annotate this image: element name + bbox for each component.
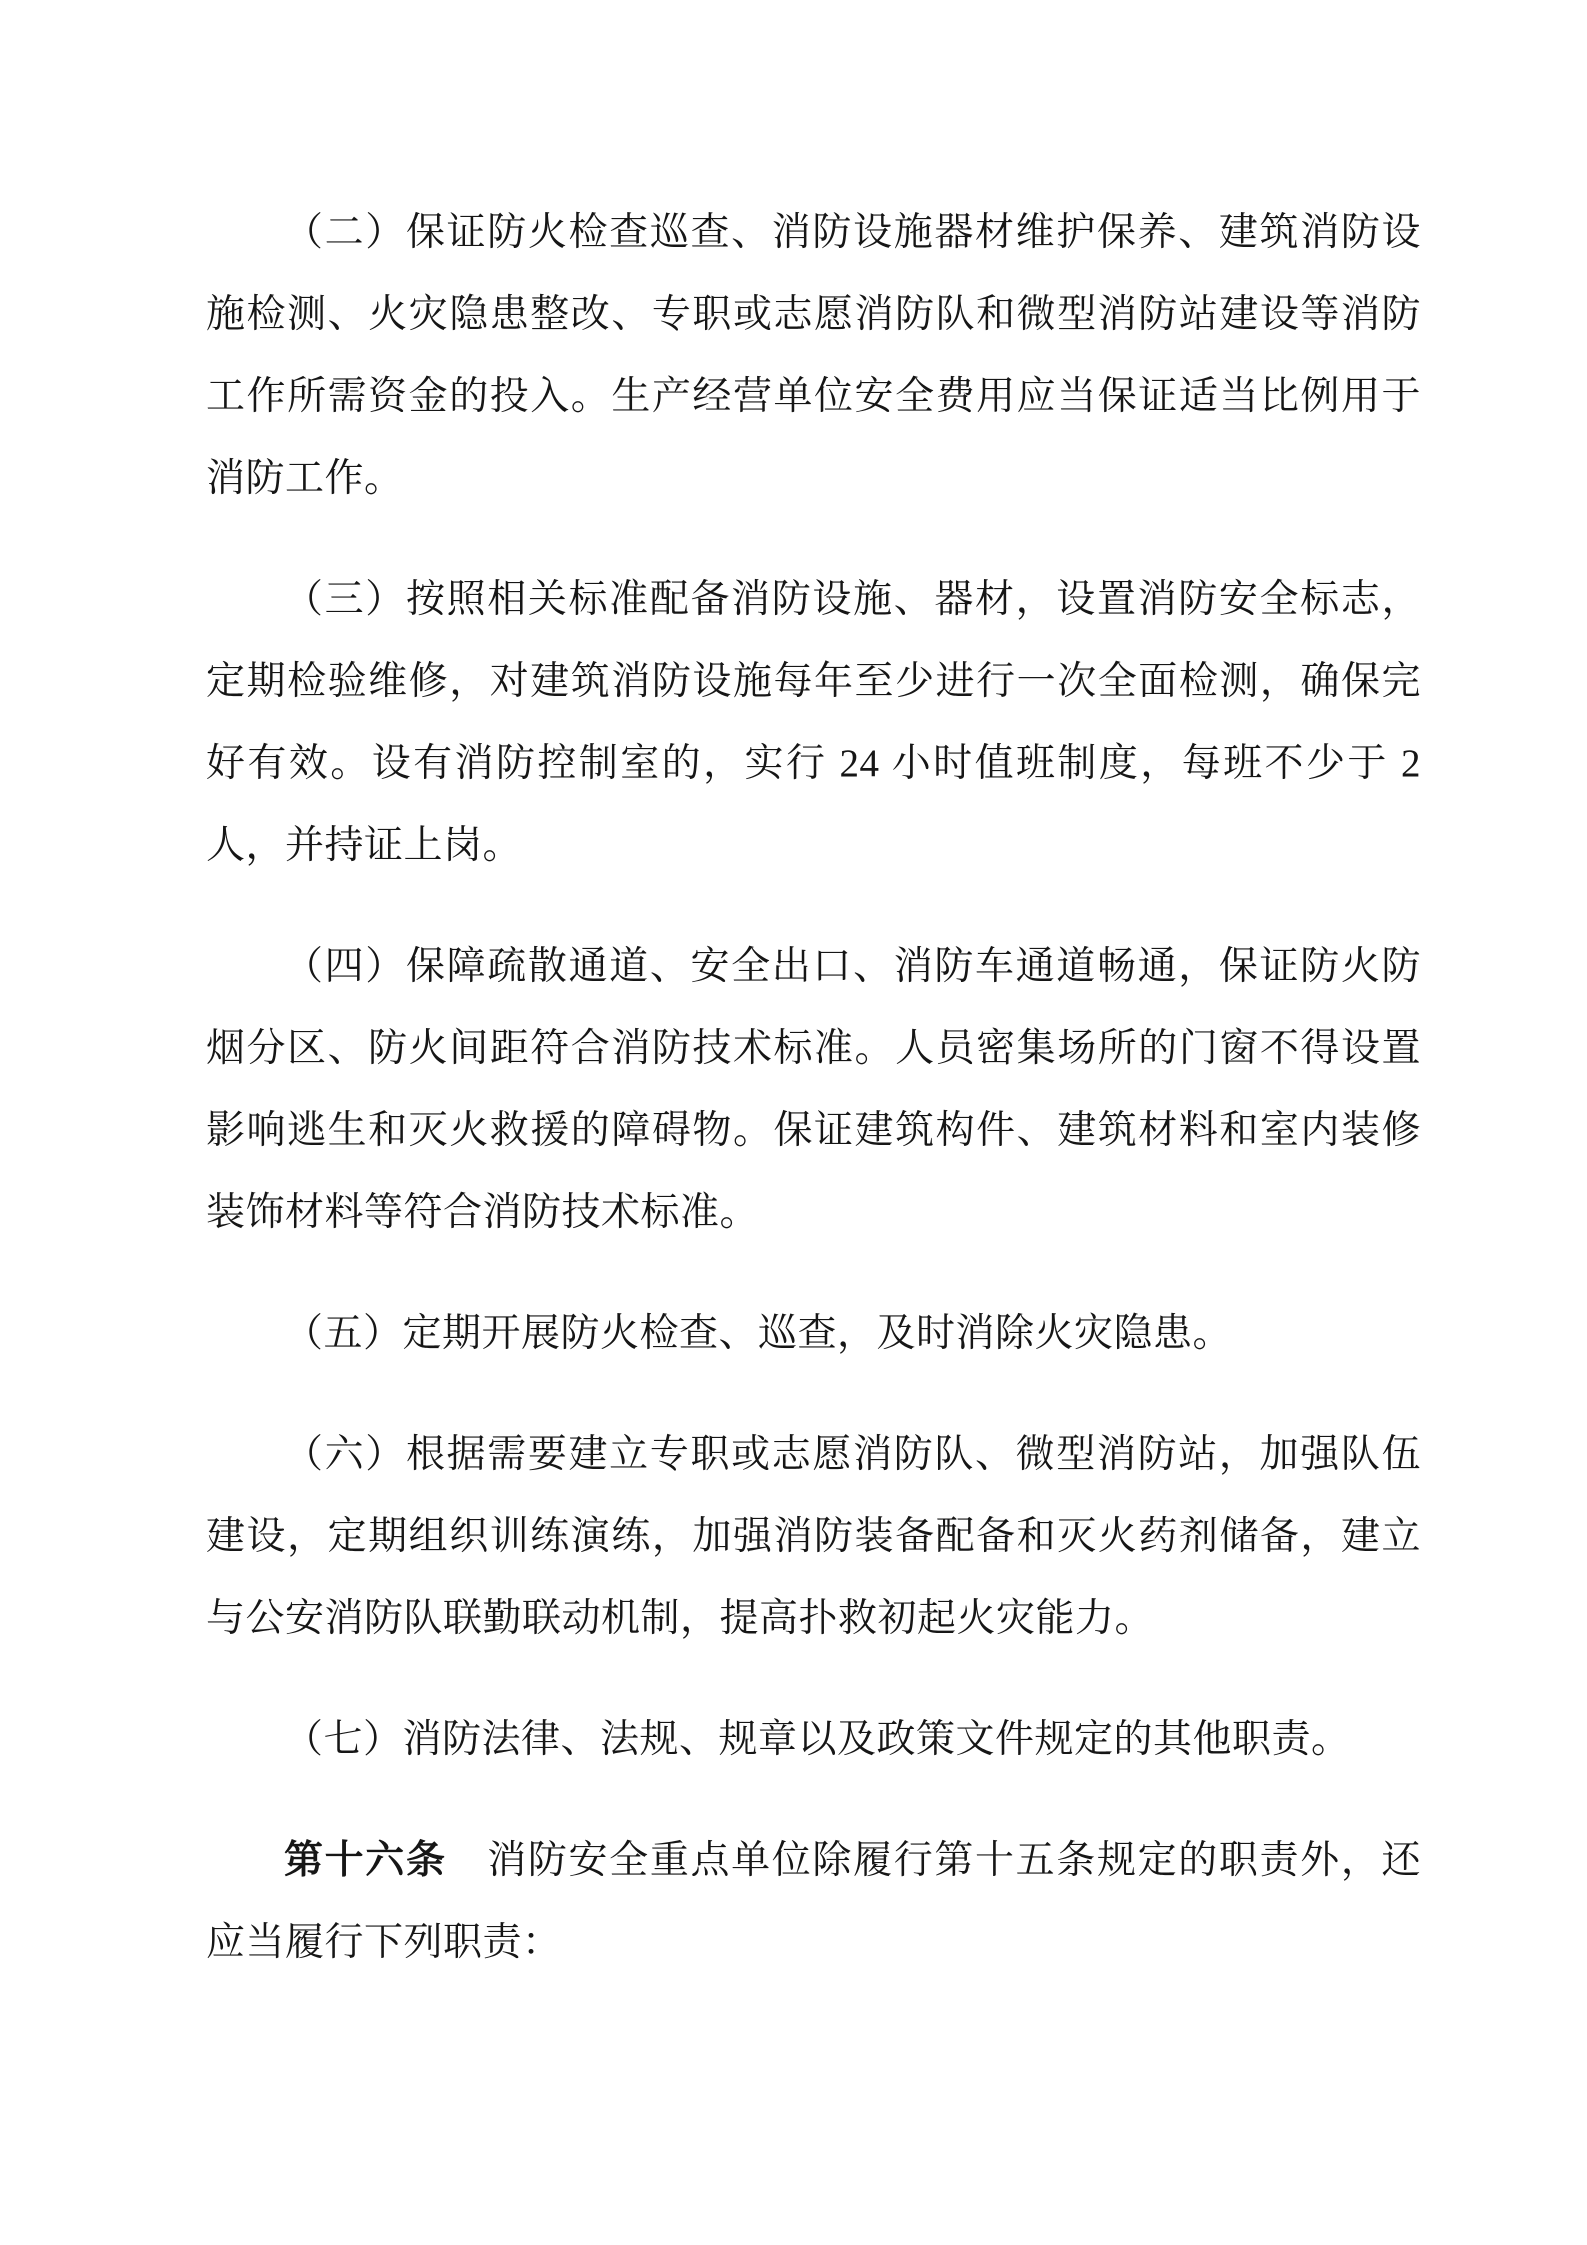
clause-4-paragraph: （四）保障疏散通道、安全出口、消防车通道畅通，保证防火防烟分区、防火间距符合消防技术标准。人员密集场所的门窗不得设置影响逃生和灭火救援的障碍物。保证建筑构件、建筑材料和室内装修装饰材料等符合消防技术标准。 — [206, 945, 1421, 1234]
clause-6-paragraph: （六）根据需要建立专职或志愿消防队、微型消防站，加强队伍建设，定期组织训练演练，加强消防装备配备和灭火药剂储备，建立与公安消防队联勤联动机制，提高扑救初起火灾能力。 — [206, 1433, 1421, 1640]
document-body — [206, 192, 1421, 1984]
clause-7-paragraph: （七）消防法律、法规、规章以及政策文件规定的其他职责。 — [284, 1718, 1351, 1761]
clause-3-paragraph: （三）按照相关标准配备消防设施、器材，设置消防安全标志，定期检验维修，对建筑消防设施每年至少进行一次全面检测，确保完好有效。设有消防控制室的，实行 24 小时值班制度，每班不少于 2 人，并持证上岗。 — [206, 578, 1421, 867]
article-16-text: 消防安全重点单位除履行第十五条规定的职责外，还应当履行下列职责： — [206, 1839, 1421, 1964]
clause-2-paragraph: （二）保证防火检查巡查、消防设施器材维护保养、建筑消防设施检测、火灾隐患整改、专职或志愿消防队和微型消防站建设等消防工作所需资金的投入。生产经营单位安全费用应当保证适当比例用于消防工作。 — [206, 211, 1421, 500]
clause-5-paragraph: （五）定期开展防火检查、巡查，及时消除火灾隐患。 — [284, 1312, 1233, 1355]
article-16-number: 第十六条 — [284, 1839, 447, 1882]
article-16-paragraph — [206, 1820, 1421, 1984]
